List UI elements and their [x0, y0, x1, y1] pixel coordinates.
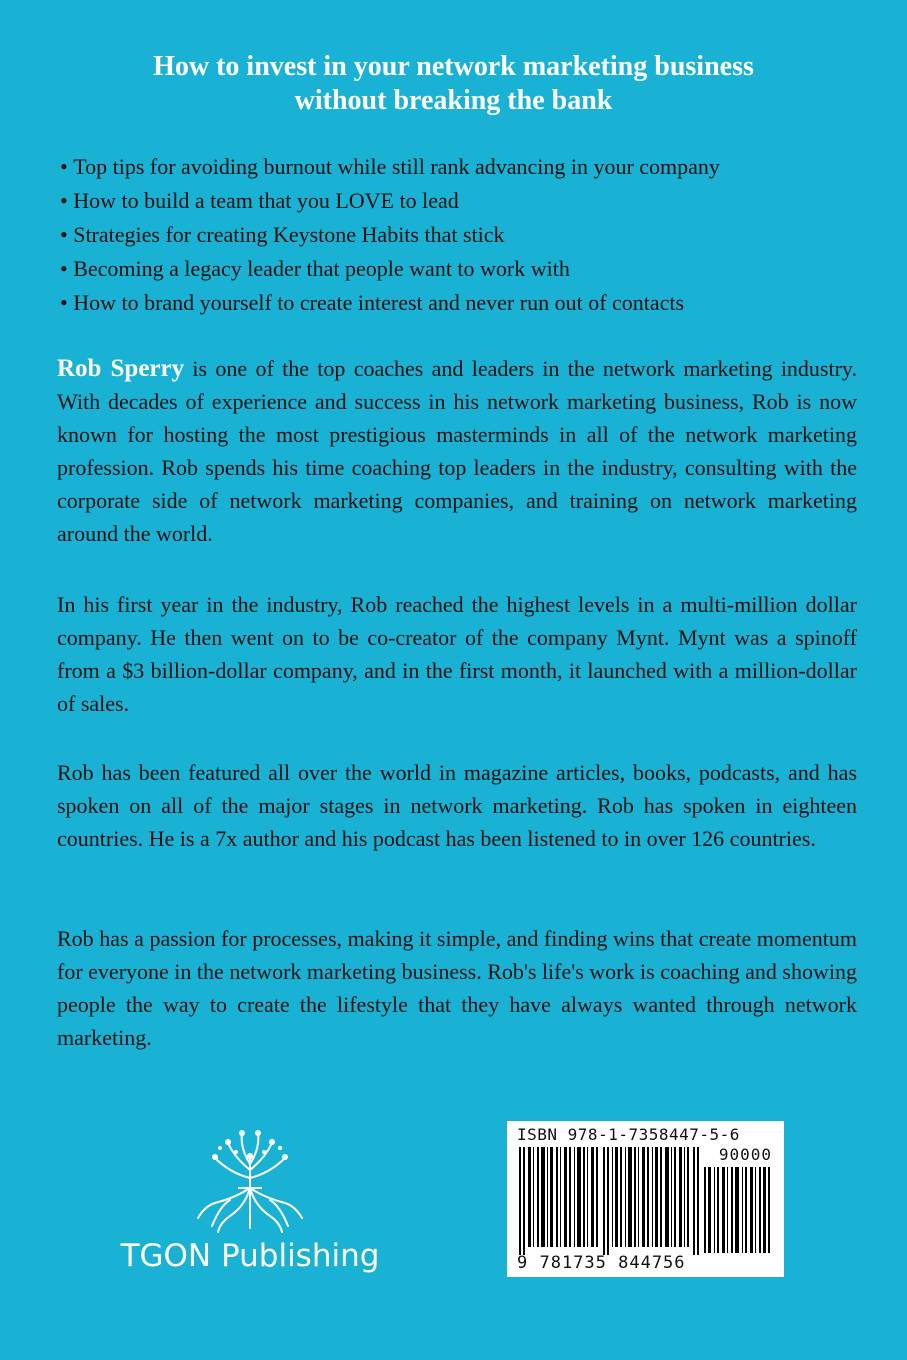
tree-icon: [190, 1128, 310, 1236]
ean-barcode-bars: [519, 1147, 701, 1255]
list-item: • How to build a team that you LOVE to lead: [60, 184, 880, 218]
price-code: 90000: [718, 1145, 772, 1164]
headline-line-1: How to invest in your network marketing business: [153, 51, 754, 82]
list-item: • How to brand yourself to create interest and never run out of contacts: [60, 286, 880, 320]
author-name: Rob Sperry: [57, 355, 185, 382]
isbn-barcode: [507, 1121, 784, 1277]
author-bio-paragraph-4: Rob has a passion for processes, making it simple, and finding wins that create momentum for everyone in the network marketing business. Rob's life's work is coaching and showing people the way to create the lifestyle that they have always wanted through network marketing.: [57, 926, 857, 1050]
addon-barcode-bars: [704, 1167, 772, 1253]
author-bio-paragraph-1: [57, 352, 857, 550]
cover-headline: [0, 50, 907, 118]
isbn-number: ISBN 978-1-7358447-5-6: [517, 1125, 740, 1144]
bio-text: is one of the top coaches and leaders in the network marketing industry. With decades of experience and success in his network marketing business, Rob is now known for hosting the most prestigious masterminds in all of the network marketing profession. Rob spends his time coaching top leaders in the industry, consulting with the corporate side of network marketing companies, and training on network marketing around the world.: [57, 356, 858, 546]
list-item: • Top tips for avoiding burnout while still rank advancing in your company: [60, 150, 880, 184]
list-item: • Strategies for creating Keystone Habits that stick: [60, 218, 880, 252]
publisher-name: TGON Publishing: [120, 1238, 380, 1274]
ean-digits: 9 781735 844756: [517, 1253, 686, 1273]
author-bio-paragraph-3: Rob has been featured all over the world in magazine articles, books, podcasts, and has spoken on all of the major stages in network marketing. Rob has spoken in eighteen countries. He is a 7x author and his podcast has been listened to in over 126 countries.: [57, 760, 857, 851]
publisher-logo: [105, 1128, 395, 1288]
list-item: • Becoming a legacy leader that people want to work with: [60, 252, 880, 286]
author-bio-paragraph-2: In his first year in the industry, Rob reached the highest levels in a multi-million dollar company. He then went on to be co-creator of the company Mynt. Mynt was a spinoff from a $3 billion-dollar company, and in the first month, it launched with a million-dollar of sales.: [57, 592, 857, 716]
headline-line-2: without breaking the bank: [294, 85, 613, 116]
benefit-list: [60, 150, 880, 320]
